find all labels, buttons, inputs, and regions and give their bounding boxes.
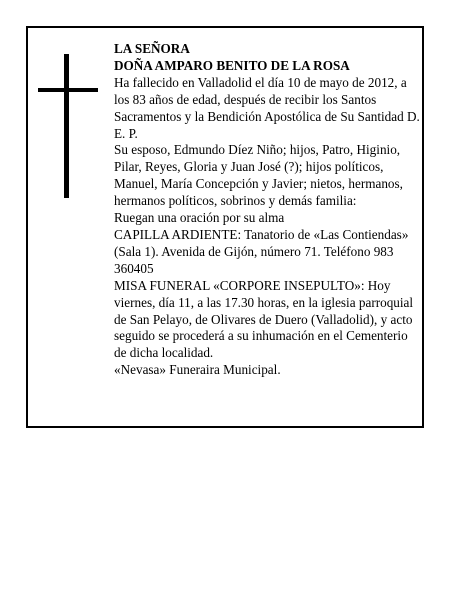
cross-horizontal-bar	[38, 88, 98, 92]
obituary-notice	[26, 26, 424, 428]
prayer-request: Ruegan una oración por su alma	[114, 210, 285, 226]
family-list: Su esposo, Edmundo Díez Niño; hijos, Patro, Higinio, Pilar, Reyes, Gloria y Juan José (?); hijos políticos, Manuel, María Concepción y Javier; nietos, hermanos, hermanos políticos, sobrinos y demás familia:	[114, 142, 403, 209]
funeral-home: «Nevasa» Funeraira Municipal.	[114, 362, 281, 378]
chapel-details: CAPILLA ARDIENTE: Tanatorio de «Las Contiendas» (Sala 1). Avenida de Gijón, número 71. Teléfono 983 360405	[114, 226, 409, 276]
notice-title: LA SEÑORA	[114, 41, 190, 56]
funeral-mass-details: MISA FUNERAL «CORPORE INSEPULTO»: Hoy viernes, día 11, a las 17.30 horas, en la iglesia parroquial de San Pelayo, de Olivares de Duero (Valladolid), y acto seguido se procederá a su inhumación en el Cementerio de dicha localidad.	[114, 277, 414, 361]
death-announcement: Ha fallecido en Valladolid el día 10 de mayo de 2012, a los 83 años de edad, después de recibir los Santos Sacramentos y la Bendición Apostólica de Su Santidad D. E. P.	[114, 74, 420, 141]
cross-vertical-bar	[64, 54, 69, 198]
notice-text	[114, 41, 420, 379]
deceased-name: DOÑA AMPARO BENITO DE LA ROSA	[114, 57, 350, 73]
cross-icon	[38, 54, 98, 198]
